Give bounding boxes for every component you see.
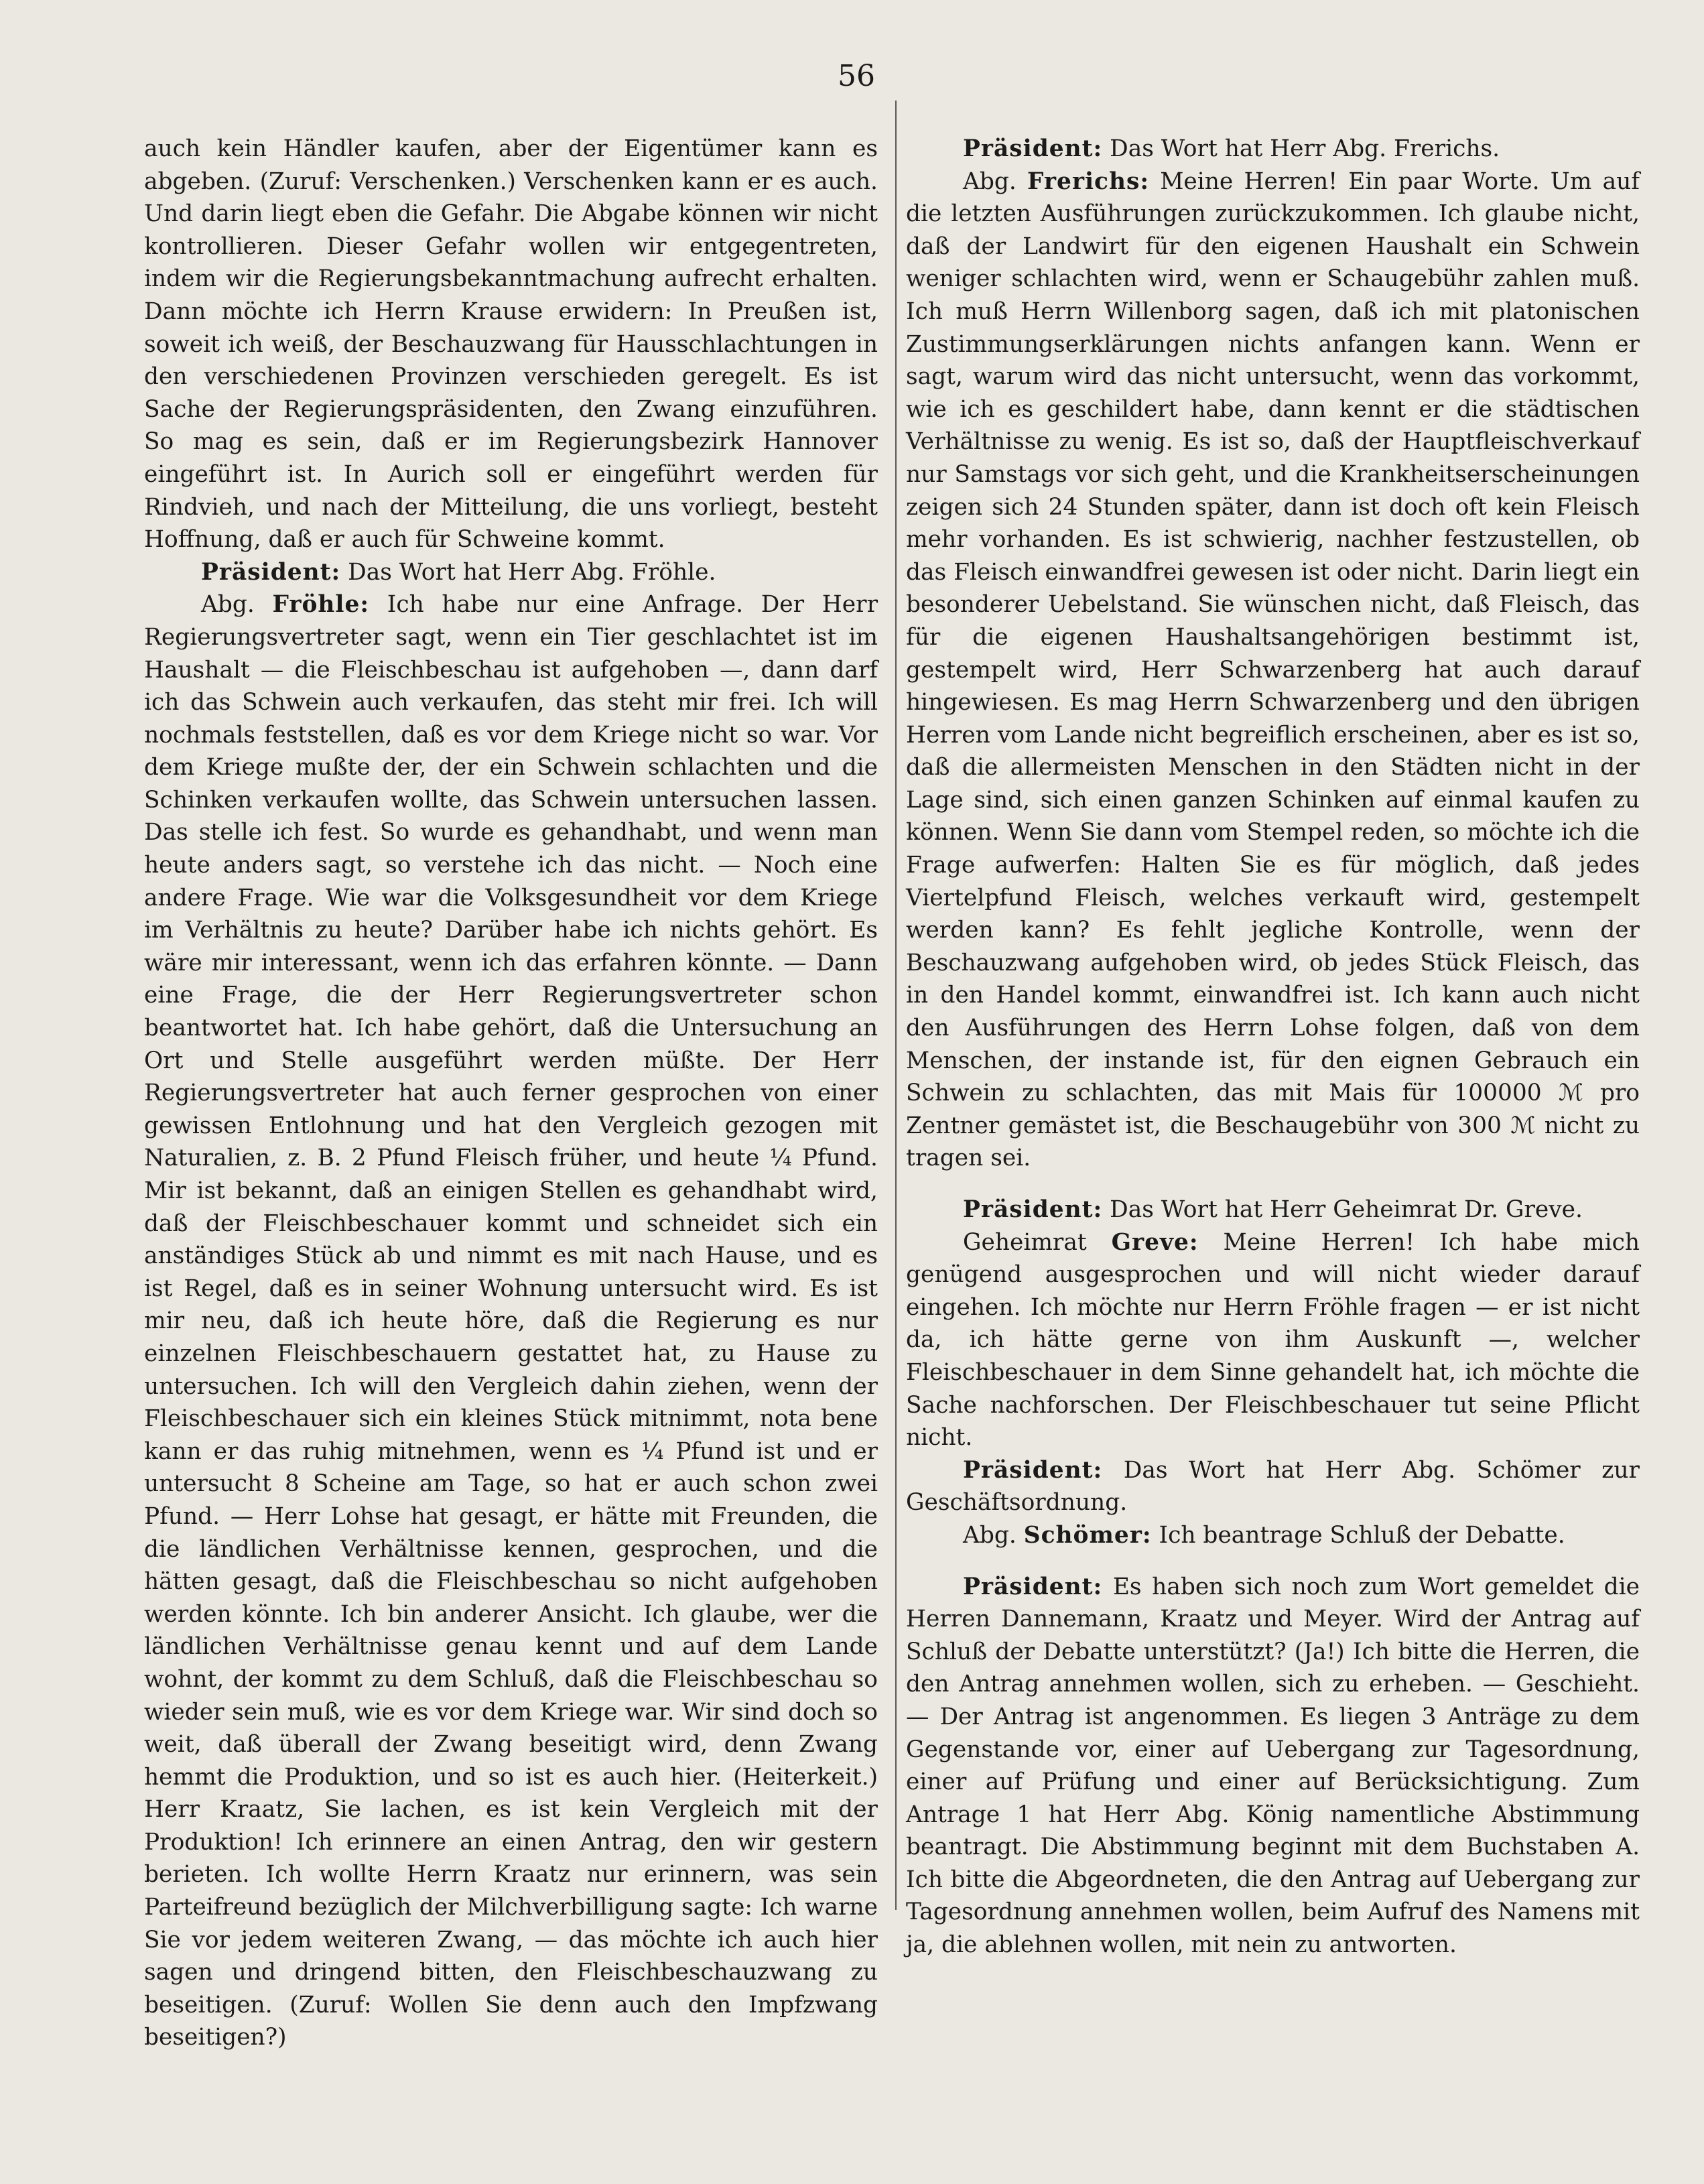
paragraph — [906, 133, 1640, 166]
paragraph — [906, 1519, 1640, 1552]
speaker-prefix: Abg. — [201, 591, 255, 619]
paragraph-text: Ich habe nur eine Anfrage. Der Herr Regierungsvertreter sagt, wenn ein Tier geschlachtet ist im Haushalt — die Fleischbeschau ist aufgehoben —, dann darf ich das Schwein auch verkaufen, das steht mir frei. Ich will nochmals feststellen, daß es vor dem Kriege nicht so war. Vor dem Kriege mußte der, der ein Schwein schlachten und die Schinken verkaufen wollte, das Schwein untersuchen lassen. Das stelle ich fest. So wurde es gehandhabt, und wenn man heute anders sagt, so verstehe ich das nicht. — Noch eine andere Frage. Wie war die Volksgesundheit vor dem Kriege im Verhältnis zu heute? Darüber habe ich nichts gehört. Es wäre mir interessant, wenn ich das erfahren könnte. — Dann eine Frage, die der Herr Regierungsvertreter schon beantwortet hat. Ich habe gehört, daß die Untersuchung an Ort und Stelle ausgeführt werden müßte. Der Herr Regierungsvertreter hat auch ferner gesprochen von einer gewissen Entlohnung und hat den Vergleich gezogen mit Naturalien, z. B. 2 Pfund Fleisch früher, und heute ¼ Pfund. Mir ist bekannt, daß an einigen Stellen es gehandhabt wird, daß der Fleischbeschauer kommt und schneidet sich ein anständiges Stück ab und nimmt es mit nach Hause, und es ist Regel, daß es in seiner Wohnung untersucht wird. Es ist mir neu, daß ich heute höre, daß die Regierung es nur einzelnen Fleischbeschauern gestattet hat, zu Hause zu untersuchen. Ich will den Vergleich dahin ziehen, wenn der Fleischbeschauer sich ein kleines Stück mitnimmt, nota bene kann er das ruhig mitnehmen, wenn es ¼ Pfund ist und er untersucht 8 Scheine am Tage, so hat er auch schon zwei Pfund. — Herr Lohse hat gesagt, er hätte mit Freunden, die die ländlichen Verhältnisse kennen, gesprochen, und die hätten gesagt, daß die Fleischbeschau so nicht aufgehoben werden könnte. Ich bin anderer Ansicht. Ich glaube, wer die ländlichen Verhältnisse genau kennt und auf dem Lande wohnt, der kommt zu dem Schluß, daß die Fleischbeschau so wieder sein muß, wie es vor dem Kriege war. Wir sind doch so weit, daß überall der Zwang beseitigt wird, denn Zwang hemmt die Produktion, und so ist es auch hier. (Heiterkeit.) Herr Kraatz, Sie lachen, es ist kein Vergleich mit der Produktion! Ich erinnere an einen Antrag, den wir gestern berieten. Ich wollte Herrn Kraatz nur erinnern, was sein Parteifreund bezüglich der Milchverbilligung sagte: Ich warne Sie vor jedem weiteren Zwang, — das möchte ich auch hier sagen und dringend bitten, den Fleischbeschauzwang zu beseitigen. (Zuruf: Wollen Sie denn auch den Impfzwang beseitigen?) — [144, 591, 878, 2051]
speaker-name: Fröhle: — [272, 591, 370, 619]
paragraph — [144, 588, 878, 2054]
column-divider — [895, 101, 897, 1910]
paragraph-text: Es haben sich noch zum Wort gemeldet die Herren Dannemann, Kraatz und Meyer. Wird der Antrag auf Schluß der Debatte unterstützt? (Ja!) Ich bitte die Herren, die den Antrag annehmen wollen, sich zu erheben. — Geschieht. — Der Antrag ist angenommen. Es liegen 3 Anträge zu dem Gegenstande vor, einer auf Uebergang zur Tagesordnung, einer auf Prüfung und einer auf Berücksichtigung. Zum Antrage 1 hat Herr Abg. König namentliche Abstimmung beantragt. Die Abstimmung beginnt mit dem Buchstaben A. Ich bitte die Abgeordneten, die den Antrag auf Uebergang zur Tagesordnung annehmen wollen, beim Aufruf des Namens mit ja, die ablehnen wollen, mit nein zu antworten. — [906, 1573, 1640, 1959]
speaker-name: Präsident: — [963, 1196, 1103, 1223]
paragraph — [144, 556, 878, 589]
speaker-prefix: Abg. — [963, 168, 1017, 195]
paragraph — [906, 1194, 1640, 1226]
paragraph-text: Das Wort hat Herr Geheimrat Dr. Greve. — [1110, 1196, 1583, 1223]
speaker-name: Präsident: — [963, 135, 1103, 162]
paragraph — [144, 133, 878, 556]
paragraph-text: Das Wort hat Herr Abg. Fröhle. — [348, 558, 716, 586]
paragraph — [906, 166, 1640, 1175]
paragraph-text: Das Wort hat Herr Abg. Frerichs. — [1110, 135, 1500, 162]
speaker-prefix: Geheimrat — [963, 1228, 1087, 1256]
speaker-prefix: Abg. — [963, 1521, 1017, 1549]
speaker-name: Frerichs: — [1027, 168, 1150, 195]
paragraph-text: Ich beantrage Schluß der Debatte. — [1159, 1521, 1565, 1549]
paragraph-text: Meine Herren! Ich habe mich genügend ausgesprochen und will nicht wieder darauf eingehen. Ich möchte nur Herrn Fröhle fragen — er ist nicht da, ich hätte gerne von ihm Auskunft —, welcher Fleischbeschauer in dem Sinne gehandelt hat, ich möchte die Sache nachforschen. Der Fleischbeschauer tut seine Pflicht nicht. — [906, 1228, 1640, 1452]
paragraph — [906, 1571, 1640, 1962]
right-column — [906, 133, 1640, 1962]
left-column — [144, 133, 878, 2054]
speaker-name: Präsident: — [963, 1573, 1103, 1600]
speaker-name: Schömer: — [1023, 1521, 1152, 1549]
paragraph — [906, 1226, 1640, 1454]
paragraph-text: auch kein Händler kaufen, aber der Eigentümer kann es abgeben. (Zuruf: Verschenken.) Verschenken kann er es auch. Und darin liegt eben die Gefahr. Die Abgabe können wir nicht kontrollieren. Dieser Gefahr wollen wir entgegentreten, indem wir die Regierungsbekanntmachung aufrecht erhalten. Dann möchte ich Herrn Krause erwidern: In Preußen ist, soweit ich weiß, der Beschauzwang für Hausschlachtungen in den verschiedenen Provinzen verschieden geregelt. Es ist Sache der Regierungspräsidenten, den Zwang einzuführen. So mag es sein, daß er im Regierungsbezirk Hannover eingeführt ist. In Aurich soll er eingeführt werden für Rindvieh, und nach der Mitteilung, die uns vorliegt, besteht Hoffnung, daß er auch für Schweine kommt. — [144, 135, 878, 554]
paragraph-text: Meine Herren! Ein paar Worte. Um auf die letzten Ausführungen zurückzukommen. Ich glaube nicht, daß der Landwirt für den eigenen Haushalt ein Schwein weniger schlachten wird, wenn er Schaugebühr zahlen muß. Ich muß Herrn Willenborg sagen, daß ich mit platonischen Zustimmungserklärungen nichts anfangen kann. Wenn er sagt, warum wird das nicht untersucht, wenn das vorkommt, wie ich es geschildert habe, dann kennt er die städtischen Verhältnisse zu wenig. Es ist so, daß der Hauptfleischverkauf nur Samstags vor sich geht, und die Krankheitserscheinungen zeigen sich 24 Stunden später, dann ist doch oft kein Fleisch mehr vorhanden. Es ist schwierig, nachher festzustellen, ob das Fleisch einwandfrei gewesen ist oder nicht. Darin liegt ein besonderer Uebelstand. Sie wünschen nicht, daß Fleisch, das für die eigenen Haushaltsangehörigen bestimmt ist, gestempelt wird, Herr Schwarzenberg hat auch darauf hingewiesen. Es mag Herrn Schwarzenberg und den übrigen Herren vom Lande nicht begreiflich erscheinen, aber es ist so, daß die allermeisten Menschen in den Städten nicht in der Lage sind, sich einen ganzen Schinken auf einmal kaufen zu können. Wenn Sie dann vom Stempel reden, so möchte ich die Frage aufwerfen: Halten Sie es für möglich, daß jedes Viertelpfund Fleisch, welches verkauft wird, gestempelt werden kann? Es fehlt jegliche Kontrolle, wenn der Beschauzwang aufgehoben wird, ob jedes Stück Fleisch, das in den Handel kommt, einwandfrei ist. Ich kann auch nicht den Ausführungen des Herrn Lohse folgen, daß von dem Menschen, der instande ist, für den eignen Gebrauch ein Schwein zu schlachten, das mit Mais für 100000 ℳ pro Zentner gemästet ist, die Beschaugebühr von 300 ℳ nicht zu tragen sei. — [906, 168, 1640, 1172]
page-number: 56 — [838, 59, 875, 93]
paragraph-text: Das Wort hat Herr Abg. Schömer zur Geschäftsordnung. — [906, 1456, 1640, 1517]
speaker-name: Greve: — [1111, 1228, 1199, 1256]
speaker-name: Präsident: — [963, 1456, 1103, 1484]
speaker-name: Präsident: — [201, 558, 341, 586]
paragraph — [906, 1454, 1640, 1519]
